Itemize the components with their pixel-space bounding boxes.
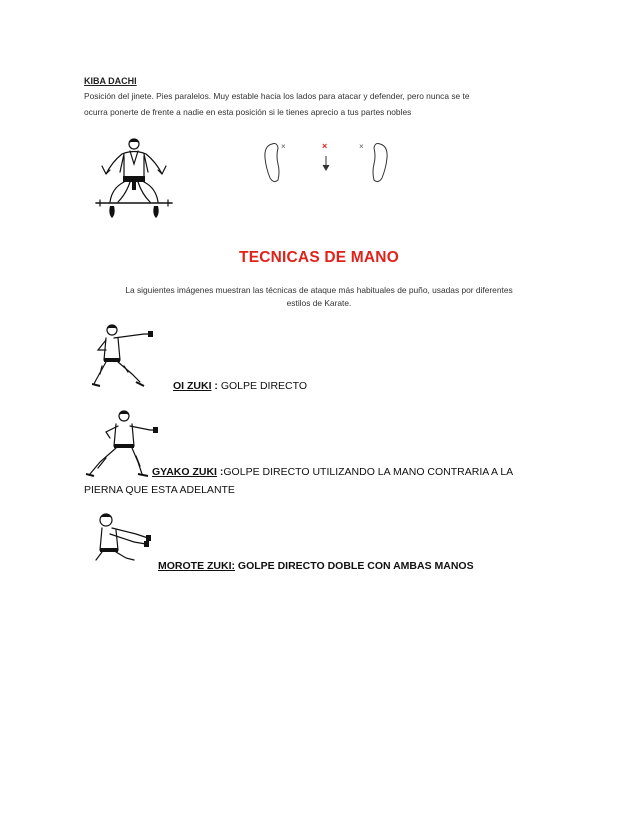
technique-gyako-zuki-continuation: PIERNA QUE ESTA ADELANTE: [84, 484, 235, 496]
technique-desc-morote-zuki: GOLPE DIRECTO DOBLE CON AMBAS MANOS: [237, 560, 474, 572]
oi-zuki-figure-illustration: [92, 322, 154, 388]
technique-desc-oi-zuki: GOLPE DIRECTO: [220, 380, 308, 392]
technique-separator: :: [216, 466, 224, 478]
footprint-mark-center: ×: [322, 141, 328, 151]
section-intro-line-2: estilos de Karate.: [286, 298, 352, 308]
kiba-dachi-line-2: ocurra ponerte de frente a nadie en esta posición si le tienes aprecio a tus partes nobles: [84, 107, 412, 117]
technique-gyako-zuki: [152, 466, 572, 478]
section-intro-line-1: La siguientes imágenes muestran las técnicas de ataque más habituales de puño, usadas por diferentes: [125, 285, 513, 295]
kiba-dachi-figure-illustration: [94, 136, 174, 220]
technique-name-oi-zuki: OI ZUKI: [173, 380, 212, 392]
section-title: TECNICAS DE MANO: [239, 249, 399, 266]
kiba-dachi-description: [84, 88, 554, 120]
gyako-zuki-figure-illustration: [86, 408, 160, 478]
kiba-dachi-heading: KIBA DACHI: [84, 76, 137, 86]
section-intro: [84, 284, 554, 310]
technique-morote-zuki: [158, 560, 474, 572]
footprint-mark-right: ×: [359, 142, 364, 151]
technique-oi-zuki: [173, 380, 307, 392]
technique-name-morote-zuki: MOROTE ZUKI:: [158, 560, 235, 572]
footprint-mark-left: ×: [281, 142, 286, 151]
kiba-dachi-line-1: Posición del jinete. Pies paralelos. Muy estable hacia los lados para atacar y defender, pero nunca se te: [84, 91, 470, 101]
technique-desc-gyako-zuki: GOLPE DIRECTO UTILIZANDO LA MANO CONTRARIA A LA: [223, 466, 514, 478]
technique-name-gyako-zuki: GYAKO ZUKI: [152, 466, 217, 478]
kiba-dachi-footprint-diagram: [258, 138, 398, 186]
technique-separator: :: [211, 380, 221, 392]
morote-zuki-figure-illustration: [92, 508, 154, 564]
